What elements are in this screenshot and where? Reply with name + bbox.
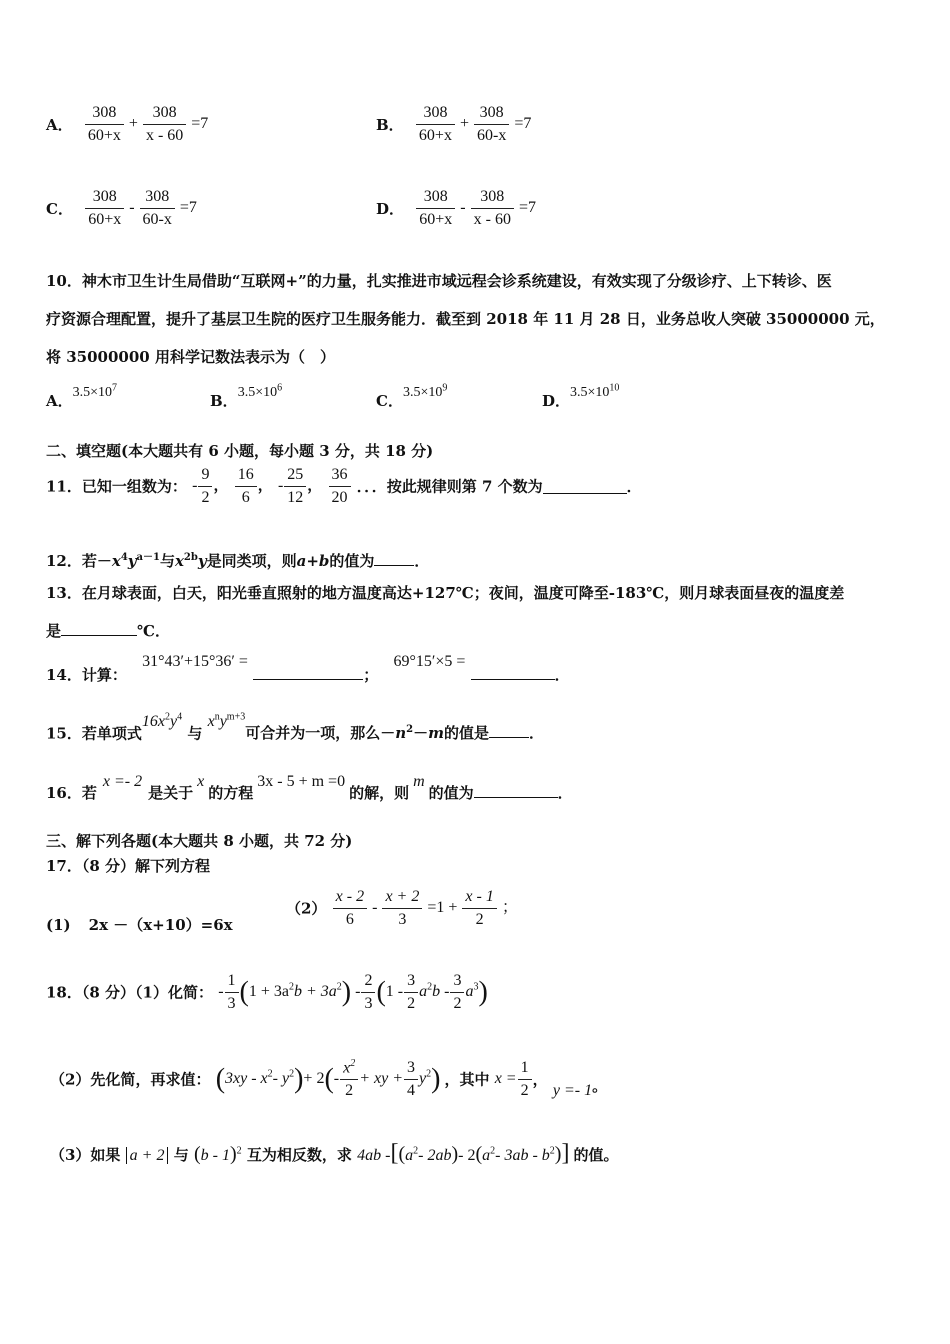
question-10-line1: 10．神木市卫生计生局借助“互联网+”的力量，扎实推进市域远程会诊系统建设，有效实现了分级诊疗、上下转诊、医	[46, 272, 832, 290]
fraction: $\frac{308}{60+x}$	[85, 104, 124, 145]
q10-option-b[interactable]: B．$3.5\times 10^6$	[210, 382, 283, 410]
section-2-heading: 二、填空题(本大题共有 6 小题，每小题 3 分，共 18 分)	[46, 442, 434, 460]
fraction: $\frac{308}{60+x}$	[416, 104, 455, 145]
q10-option-a[interactable]: A．$3.5\times 10^7$	[46, 382, 118, 410]
q18-part1: 18．（8 分）（1）化简： - $\frac{1}{3}$ $(1 + 3a^2b + 3a^2)$ - $\frac{2}{3}$ (1 - $\frac{3}{2}$ $a^2b$ - $\frac{3}{2}$ $a^3$)	[46, 972, 488, 1012]
q18-part2: （2）先化简，再求值： ($3xy - x^2-$ $y^2)+ 2(-$ $\frac{x^2}{2}$ + xy + $\frac{3}{4}$ $y^2$) ，其中 x = $\frac{1}{2}$ ， y =- 1。	[50, 1058, 608, 1100]
option-a[interactable]: A． $\frac{308}{60+x}$ + $\frac{308}{x - 60}$ =7	[46, 104, 209, 144]
answer-blank[interactable]	[374, 551, 414, 566]
answer-blank[interactable]	[474, 783, 558, 798]
answer-blank[interactable]	[489, 723, 529, 738]
answer-blank[interactable]	[61, 621, 137, 636]
question-17-title: 17．（8 分）解下列方程	[46, 857, 211, 875]
question-15: 15．若单项式$16x^2y^4$ 与 $x^ny^{m+3}$可合并为一项，那么$-n^2-m$的值是 ．	[46, 712, 545, 743]
section-3-heading: 三、解下列各题(本大题共 8 小题，共 72 分)	[46, 832, 353, 850]
answer-blank[interactable]	[471, 665, 555, 680]
answer-blank[interactable]	[543, 479, 627, 494]
q17-part2: （2） $\frac{x - 2}{6}$ - $\frac{x + 2}{3}$ =1 + $\frac{x - 1}{2}$ ；	[286, 888, 518, 928]
option-c[interactable]: C． $\frac{308}{60+x}$ - $\frac{308}{60-x}$ =7	[46, 188, 197, 228]
option-d[interactable]: D． $\frac{308}{60+x}$ - $\frac{308}{x - 60}$ =7	[376, 188, 536, 228]
fraction: $\frac{308}{60+x}$	[416, 188, 455, 229]
fraction: $\frac{308}{x - 60}$	[143, 104, 186, 145]
question-10-line3: 将 35000000 用科学记数法表示为（ ）	[46, 348, 335, 366]
fraction: $\frac{308}{60+x}$	[85, 188, 124, 229]
fraction: $\frac{308}{60-x}$	[140, 188, 175, 229]
q10-option-c[interactable]: C．$3.5\times 10^9$	[376, 382, 448, 410]
q10-option-d[interactable]: D．$3.5\times 10^{10}$	[542, 382, 620, 410]
question-14: 14．计算： 31°43′+15°36′ = ； 69°15′×5 = ．	[46, 653, 570, 684]
q17-part1: (1) 2x －（x+10）=6x	[46, 916, 233, 934]
option-b[interactable]: B． $\frac{308}{60+x}$ + $\frac{308}{60-x}$ =7	[376, 104, 532, 144]
question-12: 12．若$-x^4y^{a-1}$与$x^{2b}y$是同类项，则a+b的值为 ．	[46, 552, 430, 570]
fraction: $\frac{308}{60-x}$	[474, 104, 509, 145]
question-16: 16．若x =- 2是关于x的方程3x - 5 + m =0的解，则m的值为 ．	[46, 773, 573, 802]
question-11: 11．已知一组数为： - $\frac{9}{2}$ ， $\frac{16}{6}$ ， - $\frac{25}{12}$ ， $\frac{36}{20}$ ．．．按此规律则第 7 个数为 ．	[46, 466, 642, 506]
q18-part3: （3）如果 a + 2 与 (b - 1)$^2$ 互为相反数，求 4ab $-[(a^2-$ 2ab)- $2(a^2-$ $3ab - b^2$)] 的值。	[50, 1140, 619, 1166]
question-10-line2: 疗资源合理配置，提升了基层卫生院的医疗卫生服务能力．截至到 2018 年 11 月 28 日，业务总收人突破 35000000 元，	[46, 310, 885, 328]
question-13-line2: 是 ℃．	[46, 622, 170, 640]
fraction: $\frac{308}{x - 60}$	[471, 188, 514, 229]
question-13-line1: 13．在月球表面，白天，阳光垂直照射的地方温度高达+127℃；夜间，温度可降至-183℃，则月球表面昼夜的温度差	[46, 584, 845, 602]
answer-blank[interactable]	[253, 665, 363, 680]
